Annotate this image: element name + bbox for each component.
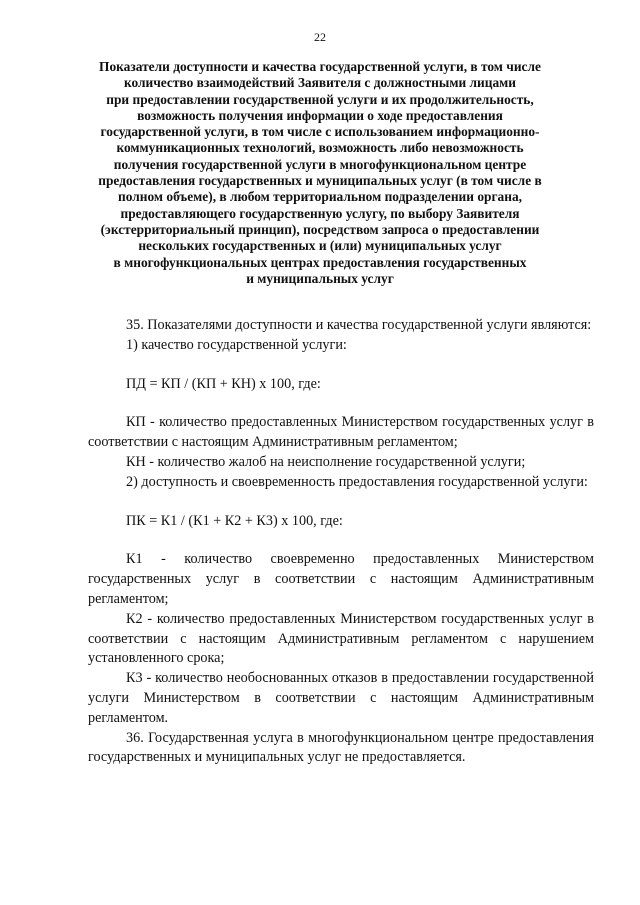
heading-line: (экстерриториальный принцип), посредством запроса о предоставлении	[100, 221, 540, 237]
item-timeliness: 2) доступность и своевременность предоставления государственной услуги:	[126, 473, 588, 490]
heading-line: возможность получения информации о ходе предоставления	[137, 107, 503, 123]
definition-k2: К2 - количество предоставленных Министерством государственных услуг в соответствии с настоящим Административным регламентом с нарушением установленного срока;	[88, 610, 594, 667]
document-body	[88, 316, 594, 768]
page-number: 22	[314, 30, 326, 44]
heading-line: нескольких государственных и (или) муниципальных услуг	[138, 238, 502, 254]
item-quality: 1) качество государственной услуги:	[126, 336, 347, 353]
heading-line: предоставляющего государственную услугу, по выбору Заявителя	[120, 205, 520, 221]
heading-line: полном объеме), в любом территориальном подразделении органа,	[118, 189, 522, 205]
definition-k3: К3 - количество необоснованных отказов в предоставлении государственной услуги Министерством в соответствии с настоящим Административным регламентом.	[88, 670, 594, 726]
heading-line: коммуникационных технологий, возможность либо невозможность	[116, 140, 524, 156]
heading-line: при предоставлении государственной услуги и их продолжительность,	[106, 91, 534, 107]
paragraph-36: 36. Государственная услуга в многофункциональном центре предоставления государственных и муниципальных услуг не предоставляется.	[88, 729, 594, 766]
formula-pk: ПК = К1 / (К1 + К2 + К3) х 100, где:	[126, 512, 343, 529]
heading-line: предоставления государственных и муниципальных услуг (в том числе в	[98, 173, 542, 189]
section-heading	[60, 59, 580, 287]
definition-kp: КП - количество предоставленных Министерством государственных услуг в соответствии с настоящим Административным регламентом;	[88, 414, 594, 451]
definition-k1: К1 - количество своевременно предоставленных Министерством государственных услуг в соответствии с настоящим Административным регламентом;	[88, 551, 594, 607]
definition-kn: КН - количество жалоб на неисполнение государственной услуги;	[126, 453, 526, 470]
heading-line: в многофункциональных центрах предоставления государственных	[113, 254, 527, 270]
paragraph-35: 35. Показателями доступности и качества государственной услуги являются:	[126, 317, 592, 333]
heading-line: и муниципальных услуг	[246, 270, 394, 286]
heading-line: количество взаимодействий Заявителя с должностными лицами	[123, 75, 517, 91]
heading-line: получения государственной услуги в многофункциональном центре	[113, 156, 527, 172]
formula-pd: ПД = КП / (КП + КН) х 100, где:	[126, 375, 321, 392]
heading-line: Показатели доступности и качества государственной услуги, в том числе	[99, 59, 541, 74]
heading-line: государственной услуги, в том числе с использованием информационно-	[100, 124, 540, 140]
